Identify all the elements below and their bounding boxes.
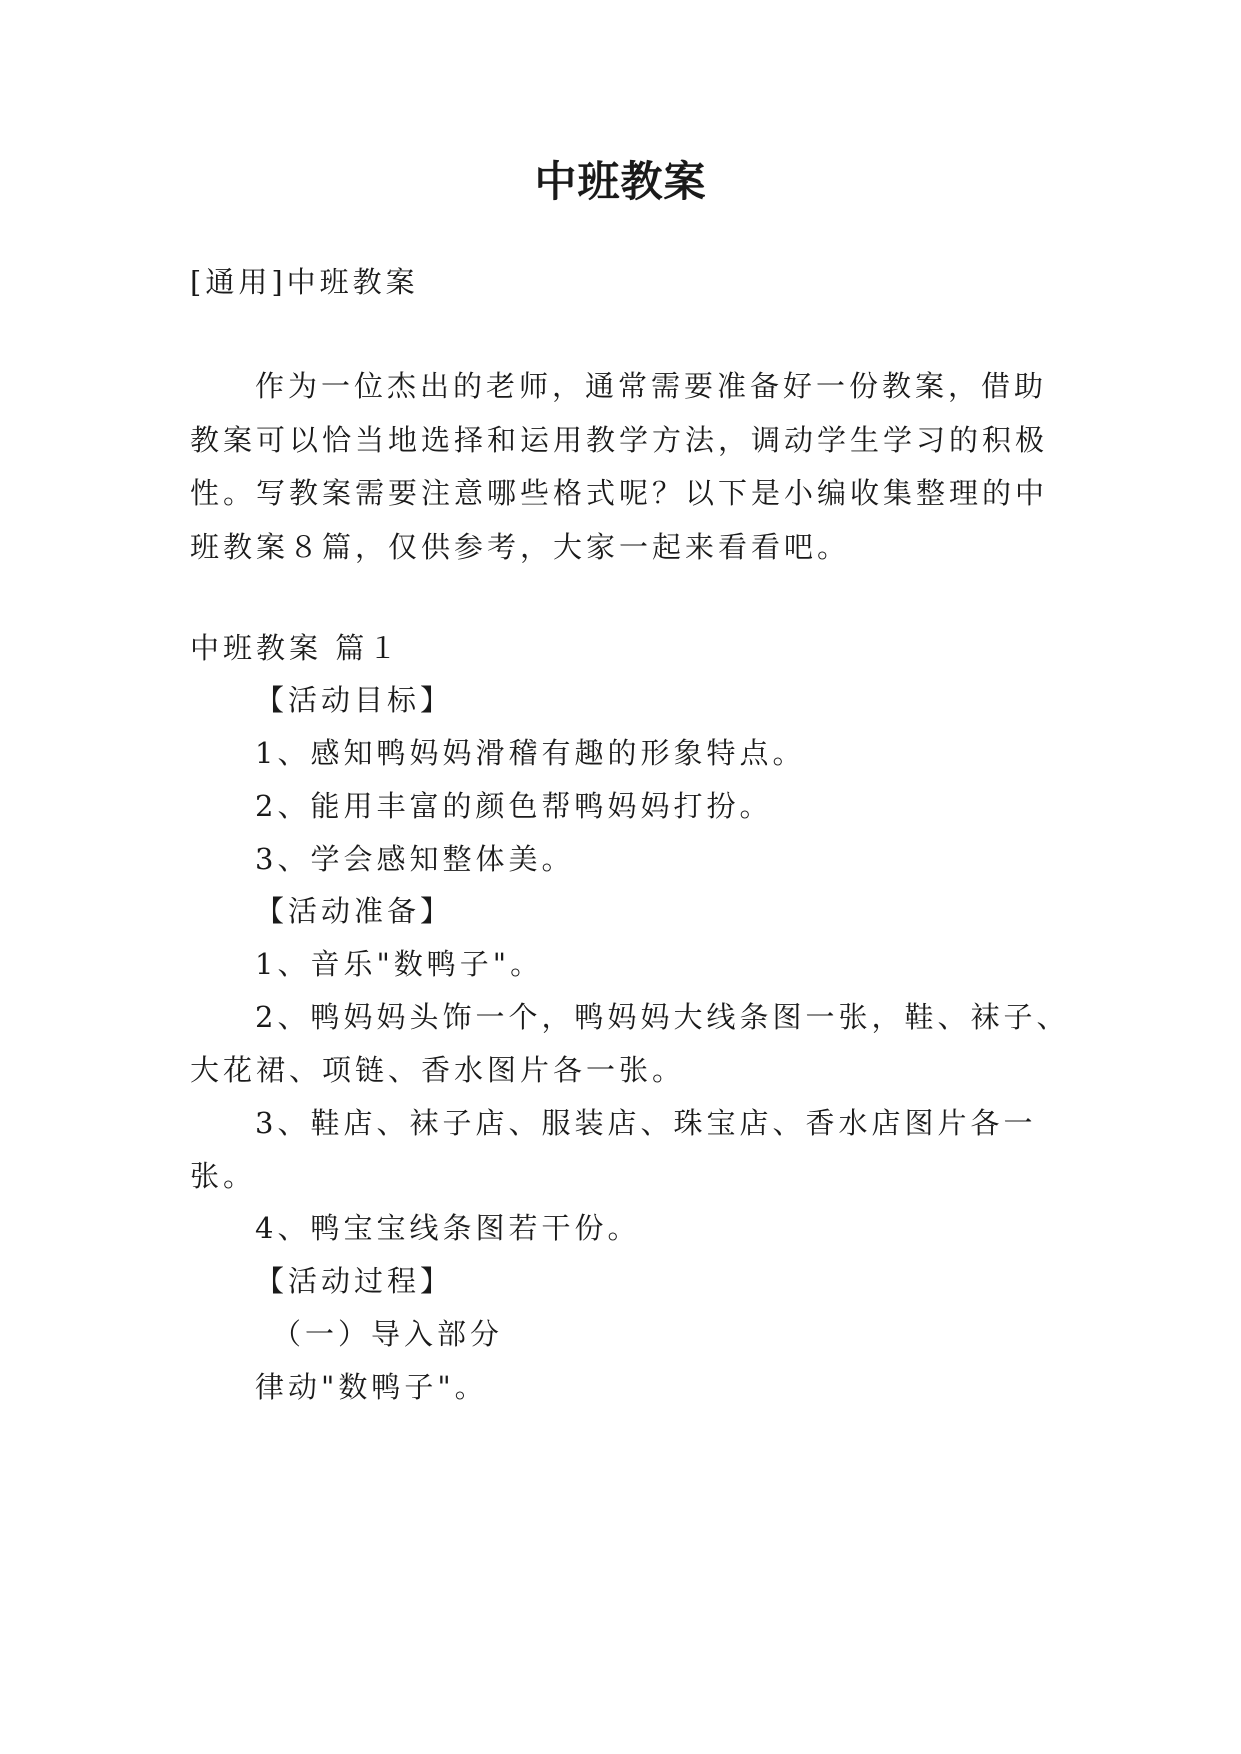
- prep-heading: 【活动准备】: [255, 894, 454, 928]
- prep-item-3-cont: 张。: [190, 1159, 257, 1193]
- goals-heading: 【活动目标】: [255, 683, 454, 717]
- process-subheading: （一）导入部分: [272, 1317, 504, 1351]
- prep-item-1: 1、音乐"数鸭子"。: [255, 947, 544, 981]
- prep-item-3: 3、鞋店、袜子店、服装店、珠宝店、香水店图片各一: [255, 1106, 1037, 1140]
- goal-item-3: 3、学会感知整体美。: [255, 842, 575, 876]
- document-subtitle: [通用]中班教案: [190, 265, 419, 299]
- intro-line-4: 班教案８篇，仅供参考，大家一起来看看吧。: [190, 530, 851, 564]
- intro-line-1: 作为一位杰出的老师，通常需要准备好一份教案，借助: [255, 369, 1048, 403]
- goal-item-2: 2、能用丰富的颜色帮鸭妈妈打扮。: [255, 789, 773, 823]
- goal-item-1: 1、感知鸭妈妈滑稽有趣的形象特点。: [255, 736, 806, 770]
- prep-item-4: 4、鸭宝宝线条图若干份。: [255, 1211, 641, 1245]
- intro-line-2: 教案可以恰当地选择和运用教学方法，调动学生学习的积极: [190, 423, 1049, 457]
- process-text: 律动"数鸭子"。: [255, 1370, 488, 1404]
- document-title: 中班教案: [534, 157, 707, 206]
- process-heading: 【活动过程】: [255, 1264, 454, 1298]
- prep-item-2-cont: 大花裙、项链、香水图片各一张。: [190, 1053, 686, 1087]
- section-heading: 中班教案 篇１: [190, 631, 402, 665]
- intro-line-3: 性。写教案需要注意哪些格式呢？以下是小编收集整理的中: [190, 476, 1049, 510]
- prep-item-2: 2、鸭妈妈头饰一个，鸭妈妈大线条图一张，鞋、袜子、: [255, 1000, 1070, 1034]
